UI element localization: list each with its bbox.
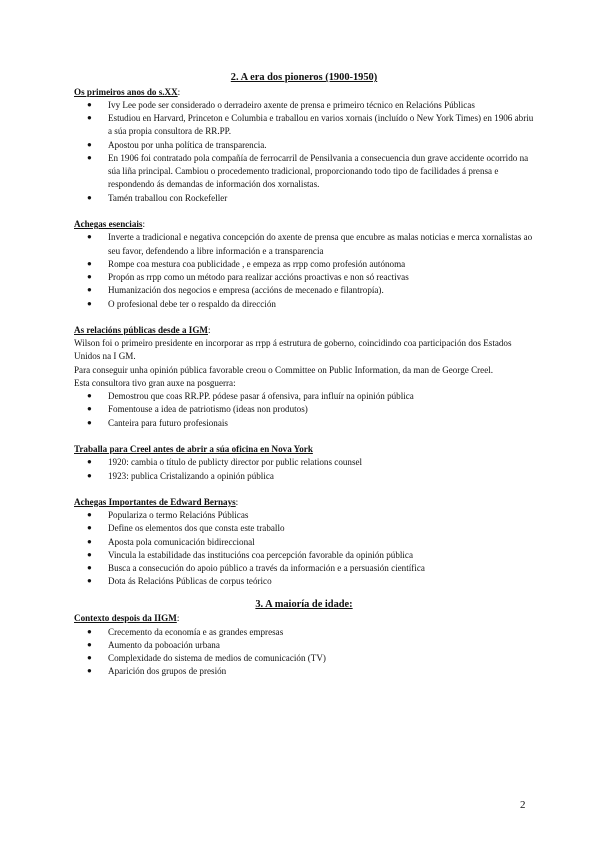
list-item: ● Inverte a tradicional e negativa concepción do axente de prensa que encubre as malas noticias e merca xornalistas ao seu favor, defendendo a libre información e a transparencia bbox=[87, 232, 533, 256]
bullet-icon: ● bbox=[87, 192, 92, 202]
list-item: ● Humanización dos negocios e empresa (accións de mecenado e filantropía). bbox=[87, 285, 384, 296]
block-contributions-heading: Achegas esenciais: bbox=[74, 219, 145, 229]
list-item: ● Ivy Lee pode ser considerado o derradeiro axente de prensa e primeiro técnico en Relacións Públicas bbox=[87, 99, 475, 110]
bullet-icon: ● bbox=[87, 576, 92, 586]
section-3-title: 3. A maioría de idade: bbox=[255, 598, 353, 610]
list-item: ● Aposta pola comunicación bidireccional bbox=[87, 536, 255, 547]
section-2-title: 2. A era dos pioneros (1900-1950) bbox=[230, 72, 378, 83]
bullet-icon: ● bbox=[87, 258, 92, 268]
block-early-years-list bbox=[74, 99, 534, 205]
list-item: ● Complexidade do sistema de medios de comunicación (TV) bbox=[87, 653, 326, 664]
block-post-igm-heading: Contexto despois da IIGM: bbox=[74, 613, 180, 624]
bullet-icon: ● bbox=[87, 653, 92, 663]
block-contributions-list bbox=[74, 231, 534, 311]
list-item: ● Dota ás Relacións Públicas de corpus teórico bbox=[87, 576, 272, 587]
block-creel-heading: Traballa para Creel antes de abrir a súa oficina en Nova York bbox=[74, 443, 313, 454]
bullet-icon: ● bbox=[87, 626, 92, 636]
block-creel-list bbox=[74, 456, 534, 483]
bullet-icon: ● bbox=[87, 152, 92, 162]
list-item: ● Vincula la estabilidade das institucións coa percepción favorable da opinión pública bbox=[87, 549, 413, 560]
list-item: ● Aumento da poboación urbana bbox=[87, 639, 220, 650]
bullet-icon: ● bbox=[87, 523, 92, 533]
list-item: ● En 1906 foi contratado pola compañía de ferrocarril de Pensilvania a consecuencia dun grave accidente ocorrido na súa liña principal. Cambiou o procedemento tradicional, proporcionando todo tipo de facilidades á prensa e respondendo ás demandas de información dos xornalistas. bbox=[87, 152, 529, 190]
block-igm-heading: As relacións públicas desde a IGM: bbox=[74, 324, 211, 335]
bullet-icon: ● bbox=[87, 549, 92, 559]
list-item: ● 1920: cambia o título de publicty director por public relations counsel bbox=[87, 457, 363, 468]
block-post-igm-list bbox=[74, 626, 534, 679]
bullet-icon: ● bbox=[87, 639, 92, 649]
block-bernays-list bbox=[74, 509, 534, 589]
bullet-icon: ● bbox=[87, 666, 92, 676]
list-item: ● Busca a consecución do apoio público a través da información e a persuasión científica bbox=[87, 563, 425, 574]
paragraph: Wilson foi o primeiro presidente en incorporar as rrpp á estrutura de goberno, coincidindo coa participación dos Estados Unidos na I GM. bbox=[74, 338, 512, 362]
list-item: ● Crecemento da economía e as grandes empresas bbox=[87, 626, 284, 637]
list-item: ● Rompe coa mestura coa publicidade , e empeza as rrpp como profesión autónoma bbox=[87, 258, 406, 269]
bullet-icon: ● bbox=[87, 285, 92, 295]
list-item: ● Estudiou en Harvard, Princeton e Columbia e traballou en varios xornais (incluído o New York Times) en 1906 abriu a súa propia consultora de RR.PP. bbox=[87, 113, 534, 137]
bullet-icon: ● bbox=[87, 272, 92, 282]
paragraph: Para conseguir unha opinión pública favorable creou o Committee on Public Information, da man de George Creel. bbox=[74, 364, 494, 375]
page-number: 2 bbox=[520, 799, 526, 811]
bullet-icon: ● bbox=[87, 417, 92, 427]
bullet-icon: ● bbox=[87, 536, 92, 546]
list-item: ● Canteira para futuro profesionais bbox=[87, 417, 228, 428]
block-igm-list bbox=[74, 390, 534, 430]
bullet-icon: ● bbox=[87, 113, 92, 123]
list-item: ● Fomentouse a idea de patriotismo (ideas non produtos) bbox=[87, 404, 308, 415]
block-bernays-heading: Achegas Importantes de Edward Bernays: bbox=[74, 496, 239, 507]
block-early-years-heading: Os primeiros anos do s.XX: bbox=[74, 86, 181, 97]
bullet-icon: ● bbox=[87, 99, 92, 109]
list-item: ● Apostou por unha política de transparencia. bbox=[87, 139, 267, 150]
list-item: ● Demostrou que coas RR.PP. pódese pasar á ofensiva, para influír na opinión pública bbox=[87, 391, 414, 402]
bullet-icon: ● bbox=[87, 298, 92, 308]
document-page bbox=[74, 70, 534, 679]
list-item: ● O profesional debe ter o respaldo da dirección bbox=[87, 298, 276, 309]
bullet-icon: ● bbox=[87, 139, 92, 149]
list-item: ● Populariza o termo Relacións Públicas bbox=[87, 510, 249, 521]
list-item: ● Tamén traballou con Rockefeller bbox=[87, 192, 228, 203]
bullet-icon: ● bbox=[87, 404, 92, 414]
list-item: ● 1923: publica Cristalizando a opinión pública bbox=[87, 470, 274, 481]
list-item: ● Propón as rrpp como un método para realizar accións proactivas e non só reactivas bbox=[87, 272, 409, 283]
bullet-icon: ● bbox=[87, 457, 92, 467]
list-item: ● Define os elementos dos que consta este traballo bbox=[87, 523, 285, 534]
bullet-icon: ● bbox=[87, 563, 92, 573]
bullet-icon: ● bbox=[87, 232, 92, 242]
list-item: ● Aparición dos grupos de presión bbox=[87, 666, 227, 677]
bullet-icon: ● bbox=[87, 510, 92, 520]
bullet-icon: ● bbox=[87, 470, 92, 480]
bullet-icon: ● bbox=[87, 391, 92, 401]
paragraph: Esta consultora tivo gran auxe na posguerra: bbox=[74, 377, 236, 388]
